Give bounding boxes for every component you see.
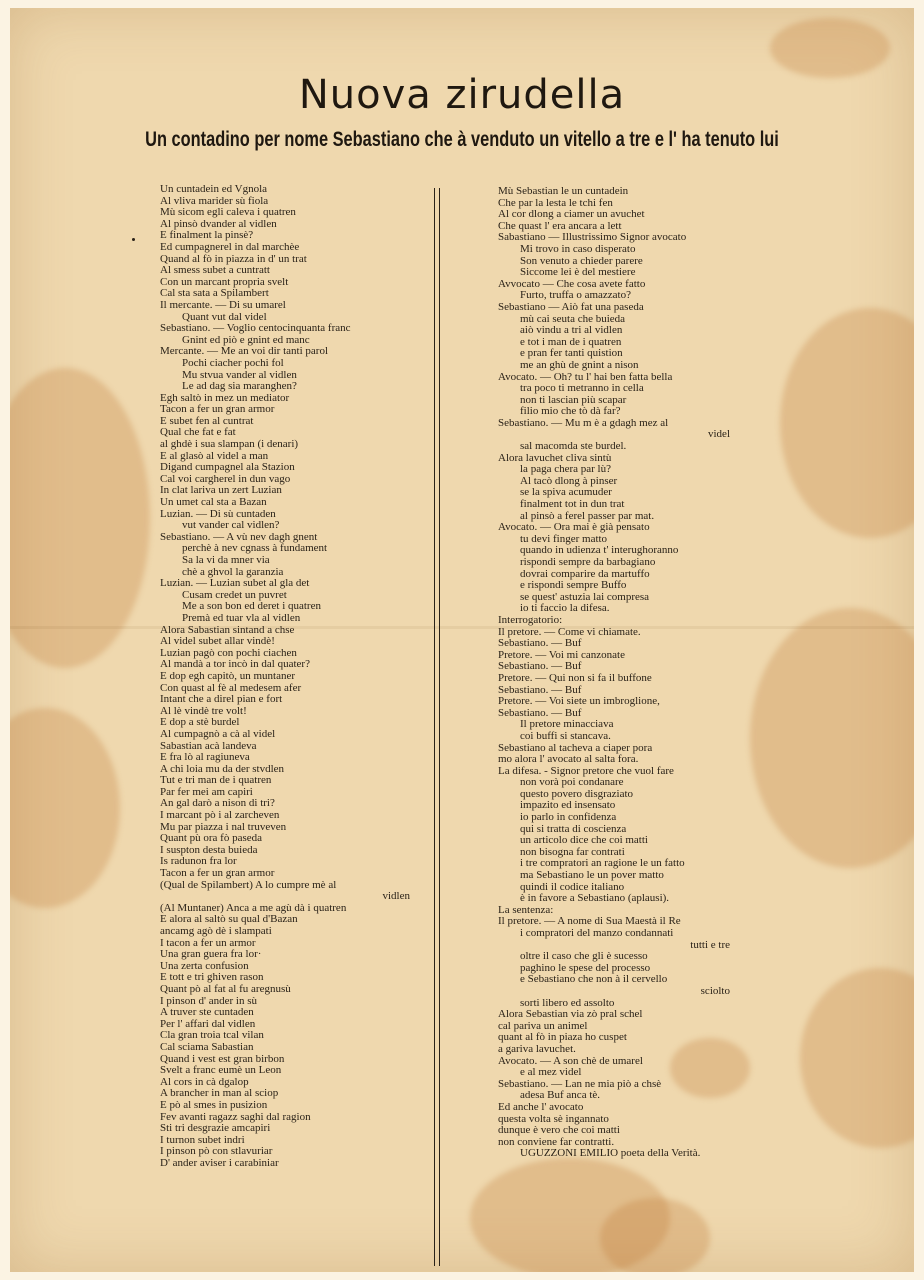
- verse-line: Tacon a fer un gran armor: [160, 867, 275, 880]
- verse-line: aiò vindu a tri al vidlen: [520, 324, 623, 337]
- verse-line: E fra lò al ragiuneva: [160, 751, 250, 764]
- margin-dot: [132, 238, 135, 241]
- verse-line: non ti lascian più scapar: [520, 393, 627, 406]
- verse-line: Sebastiano. — Buf: [498, 637, 582, 650]
- verse-line: Luzian. — Luzian subet al gla det: [160, 577, 310, 590]
- verse-line: Qual che fat e fat: [160, 426, 236, 439]
- verse-line: Luzian. — Di sù cuntaden: [160, 507, 276, 520]
- verse-line: Fev avanti ragazz saghi dal ragion: [160, 1110, 311, 1123]
- verse-line: E alora al saltò su qual d'Bazan: [160, 913, 298, 926]
- verse-line: Quant pò al fat al fu aregnusù: [160, 982, 291, 995]
- verse-line: Siccome lei è del mestiere: [520, 266, 636, 279]
- verse-line: Il mercante. — Di su umarel: [160, 298, 286, 311]
- verse-line: e tot i man de i quatren: [520, 335, 622, 348]
- verse-line: Pochi ciacher pochi fol: [182, 356, 284, 369]
- stain: [770, 18, 890, 78]
- verse-line: Al videl subet allar vindè!: [160, 635, 275, 648]
- verse-line: sorti libero ed assolto: [520, 996, 615, 1009]
- verse-line: Cal voi cargherel in dun vago: [160, 472, 291, 485]
- stain: [780, 308, 914, 538]
- verse-line: quando in udienza t' interughoranno: [520, 544, 679, 557]
- verse-line: Luzian pagò con pochi ciachen: [160, 646, 297, 659]
- verse-line: Il pretore minacciava: [520, 718, 614, 731]
- verse-line: I turnon subet indri: [160, 1133, 245, 1146]
- verse-line: I suspton desta buieda: [160, 843, 258, 856]
- verse-line: non bisogna far contrati: [520, 845, 625, 858]
- verse-line: vut vander cal vidlen?: [182, 519, 280, 532]
- verse-line: sal macomda ste burdel.: [520, 440, 627, 453]
- verse-line: Svelt a franc eumè un Leon: [160, 1064, 282, 1077]
- verse-line: I marcant pò i al zarcheven: [160, 809, 280, 822]
- verse-line: Avocato. — A son chè de umarel: [498, 1054, 643, 1067]
- verse-line: al ghdè i sua slampan (i denari): [160, 438, 299, 451]
- verse-line: Sebastiano. — Lan ne mia piò a chsè: [498, 1077, 662, 1090]
- verse-line: Mu stvua vander al vidlen: [182, 368, 297, 381]
- verse-line: Avvocato — Che cosa avete fatto: [498, 277, 646, 290]
- verse-line: è in favore a Sebastiano (aplausi).: [520, 892, 670, 905]
- column-divider: [439, 188, 440, 1266]
- verse-line: non conviene far contratti.: [498, 1135, 615, 1148]
- verse-line: questo povero disgraziato: [520, 787, 634, 800]
- verse-line: Un cuntadein ed Vgnola: [160, 183, 268, 195]
- verse-line: Mu par piazza i nal truveven: [160, 820, 287, 833]
- verse-line: Alora lavuchet cliva sintù: [498, 451, 612, 464]
- verse-line: Al vliva marider sù fiola: [160, 194, 269, 207]
- verse-line: ma Sebastiano le un pover matto: [520, 869, 664, 882]
- verse-line: Che par la lesta le tchi fen: [498, 196, 613, 209]
- verse-line: tu devi finger matto: [520, 532, 608, 545]
- verse-line: Al cors in cà dgalop: [160, 1075, 249, 1088]
- verse-line: Interrogatorio:: [498, 613, 563, 626]
- verse-line: qui si tratta di coscienza: [520, 822, 627, 835]
- verse-line: I pinson d' ander in sù: [160, 994, 257, 1007]
- verse-line: Al lè vindè tre volt!: [160, 704, 247, 717]
- verse-line: dovrai comparire da martuffo: [520, 567, 650, 580]
- verse-line: Mù Sebastian le un cuntadein: [498, 185, 629, 197]
- verse-line: Sa la vi da mner via: [182, 554, 270, 566]
- column-divider: [434, 188, 435, 1266]
- verse-line: Sebastiano — Aiò fat una paseda: [498, 300, 644, 313]
- verse-line: finalment tot in dun trat: [520, 498, 625, 511]
- verse-line: tra poco ti metranno in cella: [520, 382, 644, 395]
- verse-line: E finalment la pinsè?: [160, 229, 254, 242]
- verse-line: Egh saltò in mez un mediator: [160, 391, 290, 404]
- verse-line: Mi trovo in caso disperato: [520, 242, 636, 255]
- verse-line: cal pariva un animel: [498, 1019, 588, 1032]
- verse-line: UGUZZONI EMILIO poeta della Verità.: [520, 1147, 701, 1160]
- verse-line: Sebastiano. — Buf: [498, 660, 582, 673]
- verse-line: Quant pù ora fò paseda: [160, 832, 263, 845]
- verse-line: e pran fer tanti quistion: [520, 347, 623, 360]
- verse-line: e al mez videl: [520, 1066, 582, 1079]
- verse-line: Mercante. — Me an voi dir tanti parol: [160, 345, 329, 358]
- verse-line: Ed cumpagnerel in dal marchèe: [160, 240, 300, 253]
- stain: [10, 368, 150, 668]
- verse-line: chè a ghvol la garanzia: [182, 565, 284, 578]
- verse-line: filio mio che tò dà far?: [520, 405, 621, 418]
- verse-line: oltre il caso che gli è sucesso: [520, 950, 648, 963]
- verse-line: Il pretore. — A nome di Sua Maestà il Re: [498, 915, 681, 928]
- verse-line: la paga chera par lù?: [520, 463, 611, 476]
- verse-line: Una zerta confusion: [160, 959, 249, 972]
- page-subtitle: Un contadino per nome Sebastiano che à venduto un vitello a tre e l' ha tenuto lui: [145, 128, 779, 151]
- verse-line: tutti e tre: [690, 938, 730, 951]
- verse-line: Che quast l' era ancara a lett: [498, 219, 622, 232]
- verse-line: Sebastiano. — Mu m è a gdagh mez al: [498, 416, 669, 429]
- verse-line: Digand cumpagnel ala Stazion: [160, 461, 295, 474]
- page-title: Nuova zirudella: [298, 72, 626, 118]
- verse-line: Sabastiano — Illustrissimo Signor avocato: [498, 231, 687, 244]
- verse-line: Sebastiano. — Buf: [498, 706, 582, 719]
- verse-line: rispondi sempre da barbagiano: [520, 556, 656, 568]
- verse-line: Sebastiano al tacheva a ciaper pora: [498, 741, 653, 754]
- verse-line: Gnint ed piò e gnint ed manc: [182, 333, 310, 346]
- verse-line: Sti tri desgrazie amcapiri: [160, 1122, 271, 1135]
- verse-line: Alora Sebastian via zò pral schel: [498, 1008, 643, 1021]
- verse-line: Alora Sabastian sintand a chse: [160, 623, 295, 636]
- verse-line: Cusam credet un puvret: [182, 588, 287, 601]
- verse-line: videl: [708, 428, 730, 441]
- verse-line: me an ghù de gnint a nison: [520, 358, 639, 371]
- verse-line: Sebastiano. — Voglio centocinquanta franc: [160, 322, 351, 335]
- verse-line: ancamg agò dè i slampati: [160, 925, 272, 937]
- verse-line: Al cor dlong a ciamer un avuchet: [498, 208, 645, 221]
- verse-line: La sentenza:: [498, 903, 554, 916]
- verse-line: non vorà poi condanare: [520, 776, 624, 789]
- verse-line: E pò al smes in pusizion: [160, 1098, 268, 1111]
- verse-line: Son venuto a chieder parere: [520, 254, 643, 267]
- verse-line: I pinson pò con stlavuriar: [160, 1145, 273, 1158]
- verse-line: questa volta sè ingannato: [498, 1112, 609, 1125]
- verse-line: Sebastiano. — Buf: [498, 683, 582, 696]
- verse-line: io ti faccio la difesa.: [520, 602, 610, 615]
- verse-line: Un umet cal sta a Bazan: [160, 496, 267, 509]
- verse-line: i tre compratori an ragione le un fatto: [520, 857, 685, 870]
- verse-line: A chi loia mu da der stvdlen: [160, 762, 285, 775]
- stain: [10, 708, 120, 908]
- verse-line: La difesa. - Signor pretore che vuol fare: [498, 764, 674, 777]
- verse-line: Quant vut dal videl: [182, 310, 267, 323]
- verse-line: E dop egh capitò, un muntaner: [160, 669, 296, 682]
- verse-line: Al cumpagnò a cà al videl: [160, 727, 276, 740]
- verse-line: dunque è vero che coi matti: [498, 1124, 620, 1137]
- verse-line: Furto, truffa o amazzato?: [520, 289, 631, 302]
- verse-line: coi buffi si stancava.: [520, 729, 611, 742]
- verse-line: Premà ed tuar vla al vidlen: [182, 611, 301, 624]
- verse-line: Quand i vest est gran birbon: [160, 1052, 285, 1065]
- verse-line: Al tacò dlong à pinser: [520, 474, 618, 487]
- verse-line: sciolto: [700, 984, 730, 997]
- verse-line: Mù sicom egli caleva i quatren: [160, 206, 296, 219]
- stain: [800, 968, 914, 1148]
- verse-line: impazito ed insensato: [520, 799, 616, 812]
- verse-line: An gal darò a nison di tri?: [160, 797, 275, 810]
- verse-line: e Sebastiano che non à il cervello: [520, 973, 668, 986]
- verse-line: Cal sciama Sabastian: [160, 1040, 254, 1053]
- verse-line: Le ad dag sia maranghen?: [182, 380, 297, 393]
- verse-line: E dop a stè burdel: [160, 716, 240, 729]
- verse-line: vidlen: [382, 890, 410, 903]
- verse-line: Al pinsò dvander al vidlen: [160, 217, 277, 230]
- verse-line: Cal sta sata a Spilambert: [160, 287, 269, 300]
- verse-line: e rispondi sempre Buffo: [520, 579, 627, 592]
- fold-line: [10, 626, 914, 629]
- verse-line: perchè à nev cgnass à fundament: [182, 542, 328, 555]
- verse-line: I tacon a fer un armor: [160, 936, 256, 949]
- verse-line: al pinsò a ferel passer par mat.: [520, 509, 655, 522]
- verse-line: mù cai seuta che buieda: [520, 312, 626, 325]
- verse-line: Quand al fò in piazza in d' un trat: [160, 252, 307, 265]
- verse-line: Tacon a fer un gran armor: [160, 403, 275, 416]
- verse-line: Cla gran troia tcal vilan: [160, 1029, 264, 1042]
- verse-line: un articolo dice che coi matti: [520, 834, 648, 847]
- verse-line: Al smess subet a cuntratt: [160, 264, 270, 277]
- verse-line: Intant che a direl pian e fort: [160, 693, 283, 706]
- verse-line: paghino le spese del processo: [520, 961, 651, 974]
- verse-line: In clat lariva un zert Luzian: [160, 484, 282, 497]
- verse-line: Avocato. — Ora mai è già pensato: [498, 521, 650, 534]
- verse-line: io parlo in confidenza: [520, 811, 617, 824]
- verse-line: a gariva lavuchet.: [498, 1042, 576, 1055]
- stain: [750, 608, 914, 868]
- verse-line: E al glasò al videl a man: [160, 449, 269, 462]
- verse-line: Par fer mei am capiri: [160, 785, 253, 798]
- stain: [600, 1198, 710, 1272]
- verse-line: E tott e tri ghiven rason: [160, 971, 264, 984]
- verse-line: Is radunon fra lor: [160, 855, 237, 868]
- verse-line: Con quast al fè al medesem afer: [160, 681, 302, 694]
- verse-line: Il pretore. — Come vi chiamate.: [498, 625, 641, 638]
- verse-line: Ed anche l' avocato: [498, 1100, 584, 1113]
- verse-line: (Qual de Spilambert) A lo cumpre mè al: [160, 878, 337, 891]
- verse-line: A brancher in man al sciop: [160, 1087, 279, 1100]
- verse-line: Per l' affari dal vidlen: [160, 1017, 256, 1030]
- verse-line: Sabastian acà landeva: [160, 739, 257, 752]
- verse-line: Sebastiano. — A vù nev dagh gnent: [160, 530, 318, 543]
- verse-line: se quest' astuzia lai compresa: [520, 590, 650, 603]
- verse-line: Pretore. — Qui non si fa il buffone: [498, 671, 652, 684]
- verse-line: Me a son bon ed deret i quatren: [182, 600, 321, 613]
- verse-line: Al mandà a tor incò in dal quater?: [160, 658, 310, 671]
- right-column: [498, 186, 730, 1160]
- verse-line: A truver ste cuntaden: [160, 1006, 254, 1019]
- verse-line: mo alora l' avocato al salta fora.: [498, 753, 639, 766]
- verse-line: Pretore. — Voi mi canzonate: [498, 648, 625, 661]
- verse-line: Con un marcant propria svelt: [160, 275, 289, 288]
- verse-line: quindi il codice italiano: [520, 880, 625, 893]
- verse-line: Tut e tri man de i quatren: [160, 774, 272, 787]
- verse-line: Una gran guera fra lor·: [160, 948, 262, 961]
- verse-line: (Al Muntaner) Anca a me agù dà i quatren: [160, 901, 347, 914]
- document-sheet: [10, 8, 914, 1272]
- verse-line: E subet fen al cuntrat: [160, 414, 254, 427]
- verse-line: se la spiva acumuder: [520, 486, 612, 499]
- verse-line: i compratori del manzo condannati: [520, 927, 674, 939]
- verse-line: Pretore. — Voi siete un imbroglione,: [498, 695, 660, 708]
- verse-line: Avocato. — Oh? tu l' hai ben fatta bella: [498, 370, 673, 383]
- verse-line: D' ander aviser i carabiniar: [160, 1156, 279, 1169]
- verse-line: quant al fò in piaza ho cuspet: [498, 1031, 627, 1044]
- left-column: [160, 184, 410, 1169]
- verse-line: adesa Buf anca tè.: [520, 1089, 601, 1102]
